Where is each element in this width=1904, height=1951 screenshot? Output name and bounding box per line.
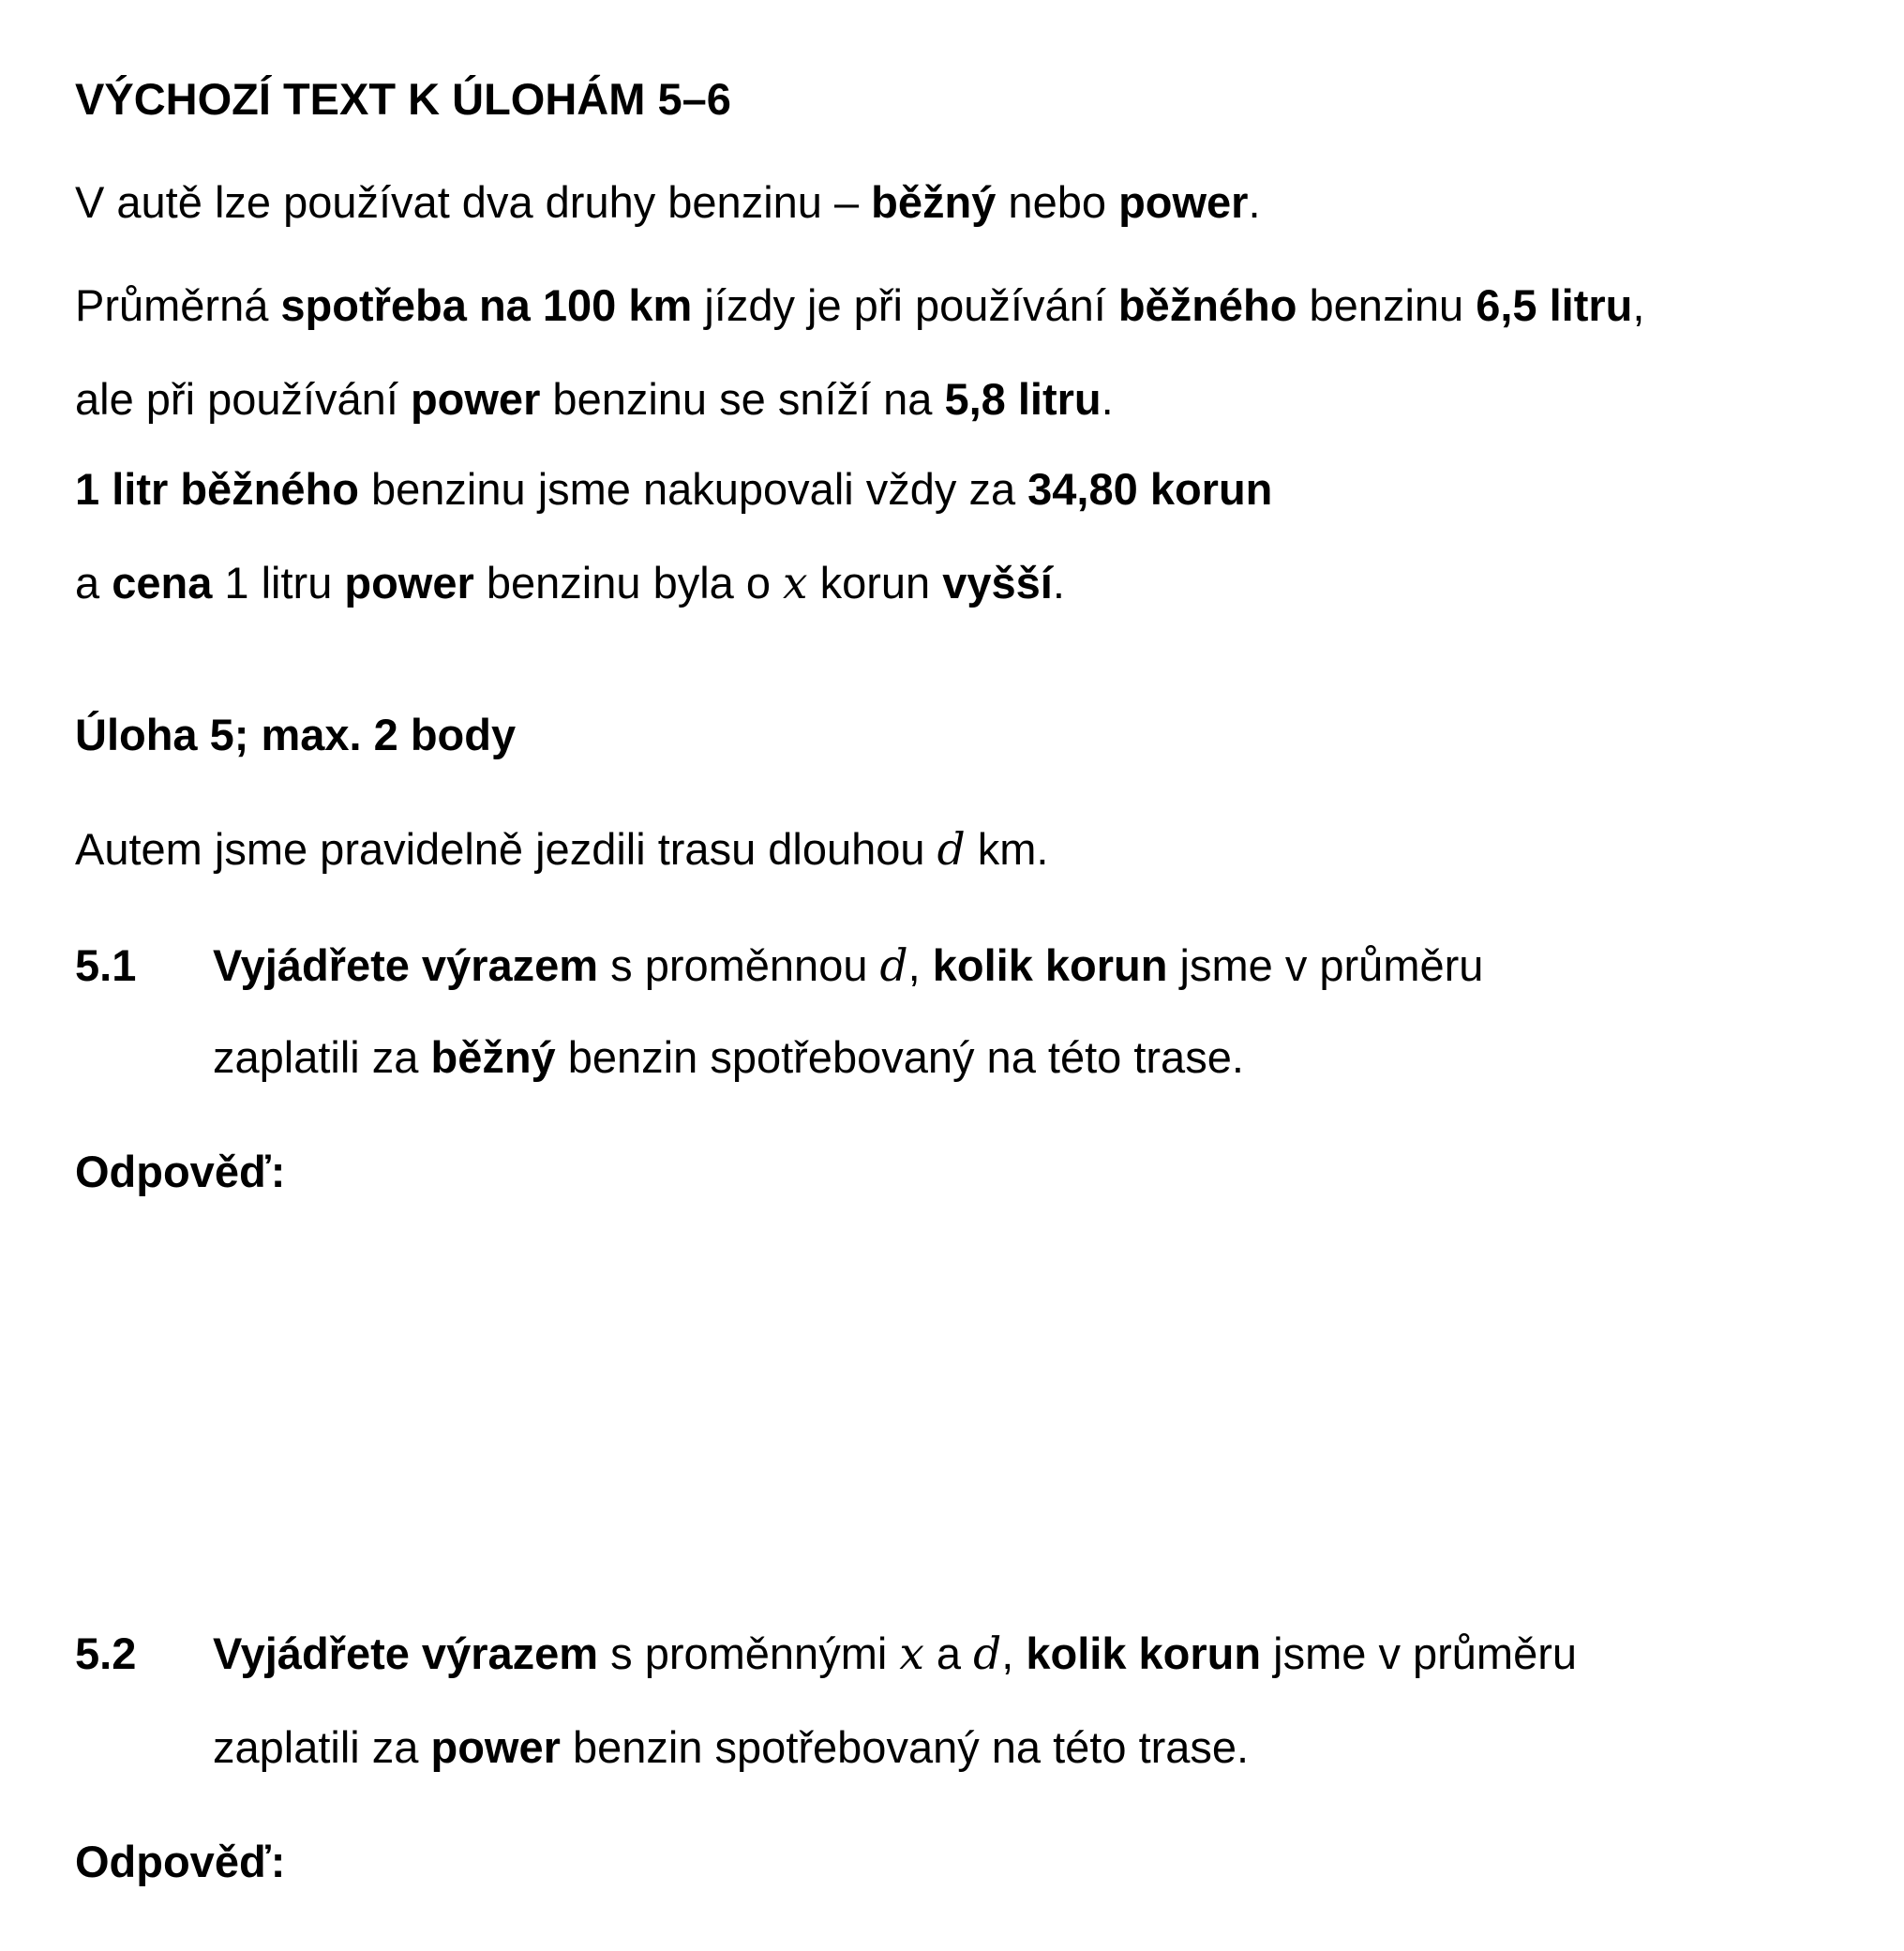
question-number-5-2: 5.2 (75, 1628, 137, 1678)
task-5-heading: Úloha 5; max. 2 body (75, 710, 517, 759)
variable-x: x (783, 558, 808, 609)
task-5-intro: Autem jsme pravidelně jezdili trasu dlouhou d km. (75, 824, 1049, 876)
question-5-1-line-2: zaplatili za běžný benzin spotřebovaný na této trase. (213, 1032, 1244, 1082)
intro-line-5: a cena 1 litru power benzinu byla o x korun vyšší. (75, 558, 1065, 609)
answer-label-5-2: Odpověď: (75, 1837, 286, 1886)
answer-area-5-1[interactable] (75, 1209, 1762, 1584)
intro-line-2: Průměrná spotřeba na 100 km jízdy je při používání běžného benzinu 6,5 litru, (75, 280, 1645, 330)
question-number-5-1: 5.1 (75, 940, 137, 990)
question-5-2-line-2: zaplatili za power benzin spotřebovaný na této trase. (213, 1722, 1250, 1772)
intro-heading: VÝCHOZÍ TEXT K ÚLOHÁM 5–6 (75, 74, 731, 124)
variable-x: x (899, 1628, 924, 1680)
variable-d: d (973, 1628, 1002, 1680)
question-5-2-line-1: Vyjádřete výrazem s proměnnými x a d, kolik korun jsme v průměru (213, 1628, 1578, 1680)
intro-line-3: ale při používání power benzinu se sníží na 5,8 litru. (75, 374, 1114, 424)
answer-label-5-1: Odpověď: (75, 1147, 286, 1196)
intro-line-1: V autě lze používat dva druhy benzinu – běžný nebo power. (75, 177, 1261, 227)
variable-d: d (879, 940, 908, 992)
variable-d: d (937, 824, 966, 876)
intro-line-4: 1 litr běžného benzinu jsme nakupovali vždy za 34,80 korun (75, 464, 1273, 514)
question-5-1-line-1: Vyjádřete výrazem s proměnnou d, kolik korun jsme v průměru (213, 940, 1484, 992)
